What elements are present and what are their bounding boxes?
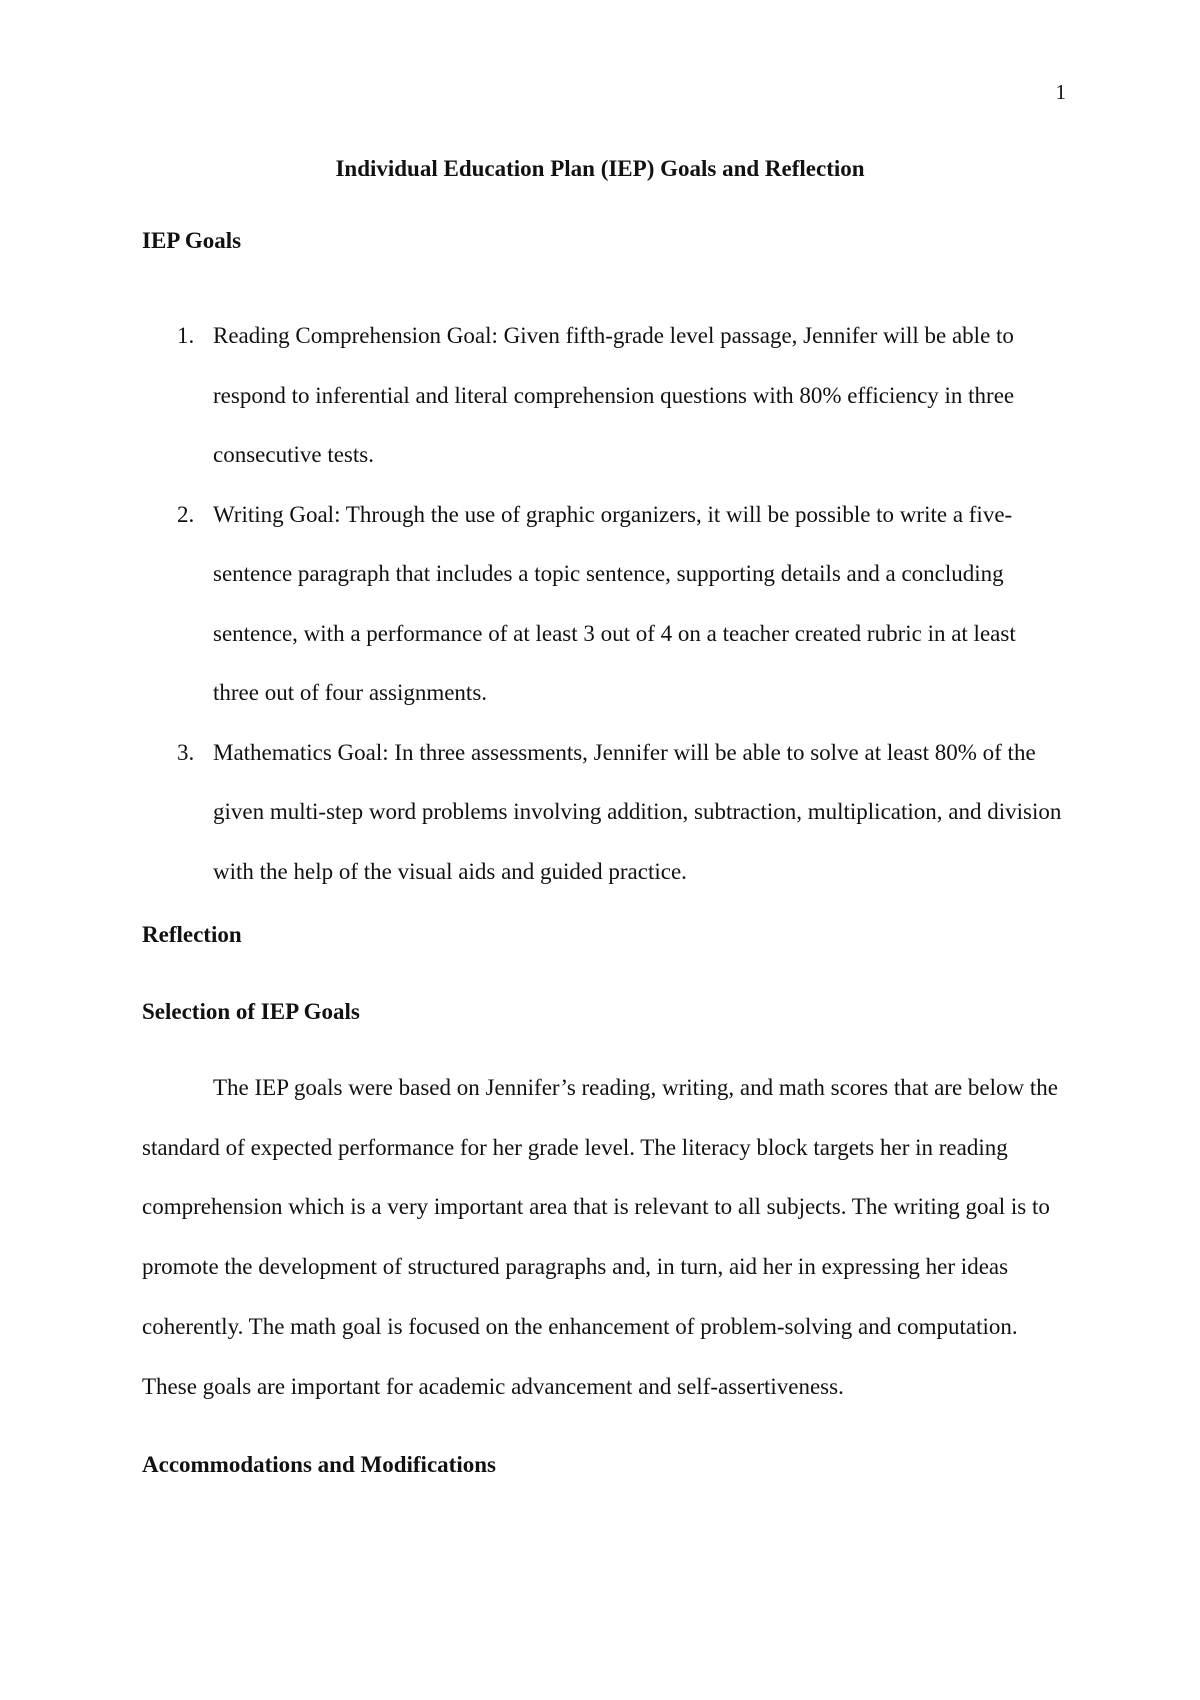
heading-reflection: Reflection [142,922,242,947]
heading-selection-of-goals: Selection of IEP Goals [142,999,360,1024]
goal-text: Writing Goal: Through the use of graphic organizers, it will be possible to write a five-sentence paragraph that includes a topic sentence, supporting details and a concluding sentence, with a performance of at least 3 out of 4 on a teacher created rubric in at least three out of four assignments. [213,501,1016,705]
goal-text: Mathematics Goal: In three assessments, Jennifer will be able to solve at least 80% of the given multi-step word problems involving addition, subtraction, multiplication, and division with the help of the visual aids and guided practice. [213,739,1062,884]
document-title: Individual Education Plan (IEP) Goals and Reflection [335,156,865,181]
goal-item-reading [142,306,1062,485]
goal-number: 1. [177,323,195,348]
goal-number: 3. [177,739,195,765]
heading-accommodations: Accommodations and Modifications [142,1452,496,1477]
goal-text: Reading Comprehension Goal: Given fifth-grade level passage, Jennifer will be able to respond to inferential and literal comprehension questions with 80% efficiency in three consecutive tests. [213,323,1015,467]
selection-paragraph: The IEP goals were based on Jennifer’s reading, writing, and math scores that are below the standard of expected performance for her grade level. The literacy block targets her in reading comprehension which is a very important area that is relevant to all subjects. The writing goal is to promote the development of structured paragraphs and, in turn, aid her in expressing her ideas coherently. The math goal is focused on the enhancement of problem-solving and computation. These goals are important for academic advancement and self-assertiveness. [142,1075,1058,1399]
goal-item-math [142,723,1062,902]
goal-item-writing [142,485,1062,723]
heading-iep-goals: IEP Goals [142,228,242,253]
page-number: 1 [1055,80,1066,104]
goals-list [142,306,1062,901]
goal-number: 2. [177,501,195,527]
